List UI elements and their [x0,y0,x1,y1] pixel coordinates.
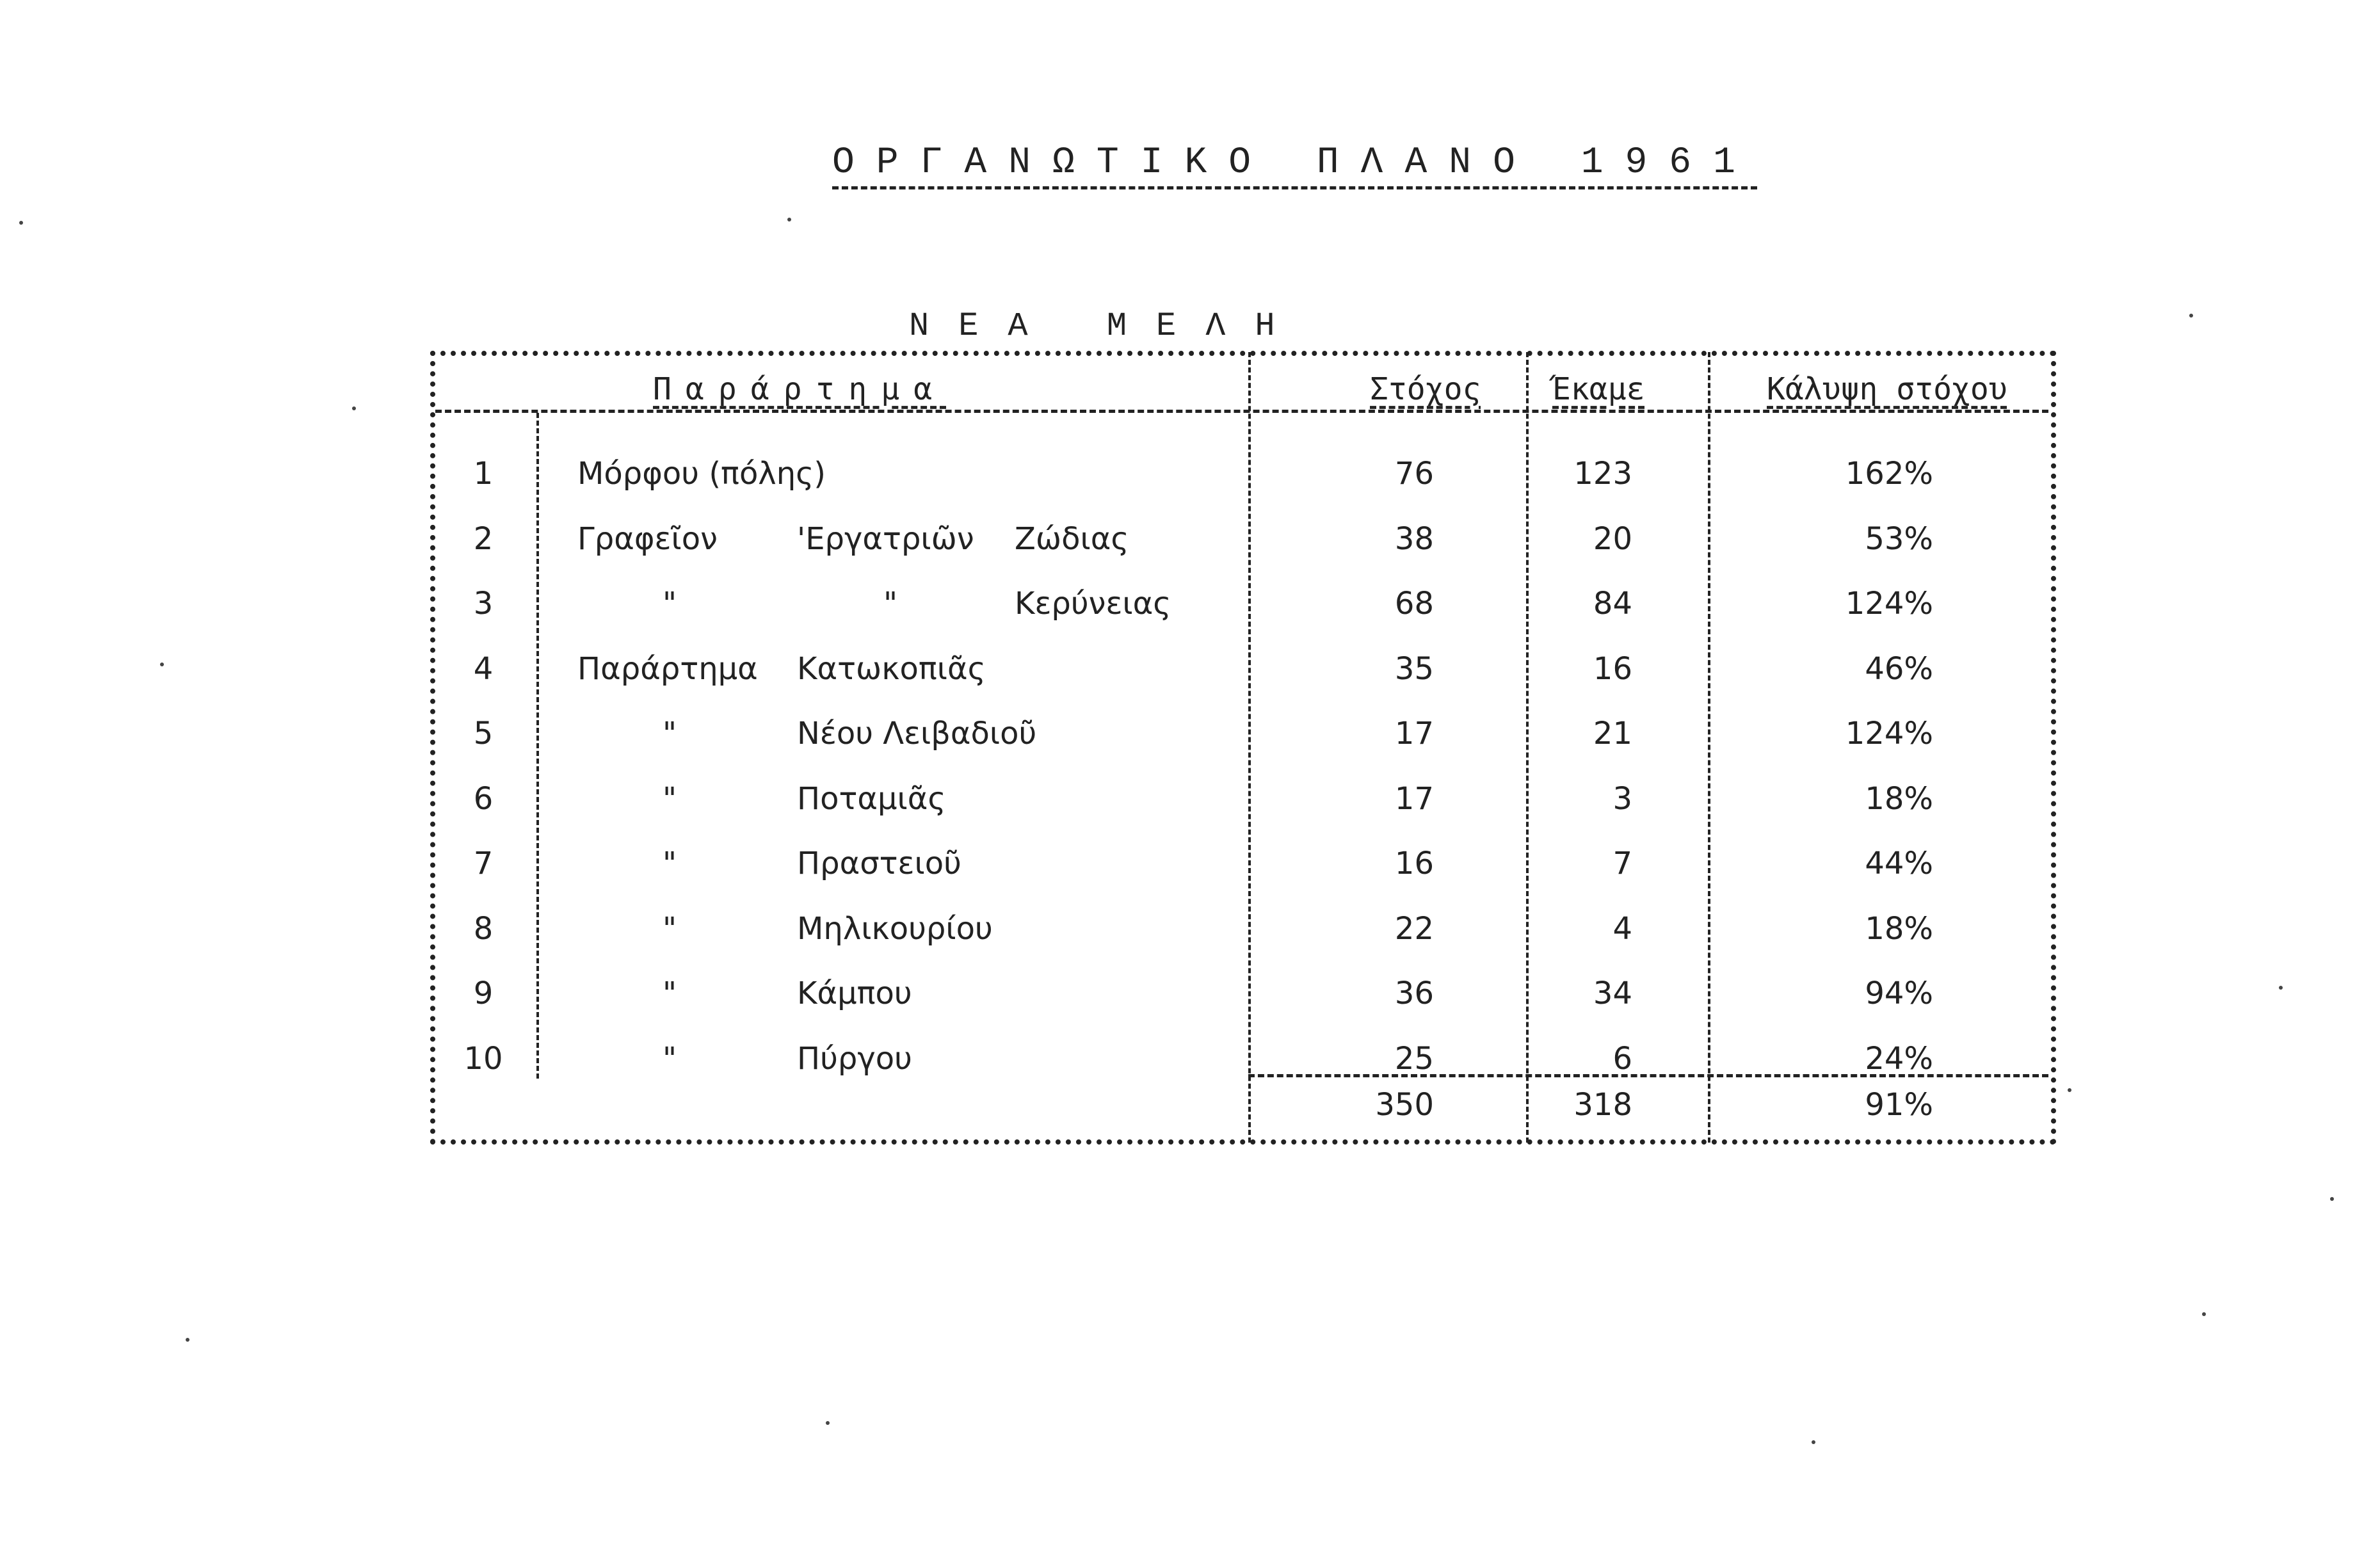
achieved-value: 123 [1573,456,1632,492]
branch-name-part-a: " [663,1040,677,1077]
target-value: 17 [1394,780,1434,817]
row-number: 4 [473,650,494,687]
scan-speck [186,1338,189,1342]
target-value: 36 [1394,976,1434,1011]
branch-name-part-b: " [883,586,898,622]
branch-name-part-b: Πραστειοῦ [797,846,961,881]
achieved-value: 7 [1612,846,1632,881]
header-achieved: Έκαμε [1552,371,1645,407]
achieved-value: 3 [1612,780,1632,817]
achieved-value: 16 [1593,650,1632,687]
row-number: 1 [473,456,494,492]
row-number: 5 [473,716,494,751]
header-rule [435,410,2048,413]
divider-target-column [1248,352,1251,1143]
achieved-value: 34 [1593,976,1632,1011]
branch-name-part-a: Γραφεῖον [577,520,718,557]
coverage-value: 162% [1845,456,1933,492]
branch-name-part-a: " [663,976,677,1011]
scan-speck [160,663,164,666]
scan-speck [2279,986,2283,990]
scan-speck [787,218,791,221]
coverage-value: 124% [1845,716,1933,751]
scan-speck [2189,314,2193,317]
scan-speck [826,1421,830,1425]
coverage-value: 53% [1865,520,1933,557]
branch-name-part-a: " [663,780,677,817]
coverage-value: 18% [1865,780,1933,817]
branch-name-part-c: Κερύνειας [1015,586,1171,622]
branch-name-part-b: Μηλικουρίου [797,910,993,947]
coverage-value: 18% [1865,910,1933,947]
achieved-value: 84 [1593,586,1632,622]
header-coverage: Κάλυψη στόχου [1767,371,2007,407]
branch-name-part-a: Παράρτημα [577,650,758,687]
table-title: ΝΕΑ ΜΕΛΗ [909,307,1305,345]
row-number: 9 [473,976,494,1011]
scan-speck [352,406,356,410]
document-title: ΟΡΓΑΝΩΤΙΚΟ ΠΛΑΝΟ 1961 [832,142,1757,189]
coverage-value: 46% [1865,650,1933,687]
scan-speck [2068,1088,2071,1092]
row-number: 3 [473,586,494,622]
branch-name-part-a: " [663,846,677,881]
target-value: 16 [1394,846,1434,881]
row-number: 2 [473,520,494,557]
branch-name-part-c: Ζώδιας [1015,520,1129,557]
achieved-value: 21 [1593,716,1632,751]
target-value: 17 [1394,716,1434,751]
row-number: 10 [463,1040,503,1077]
scan-speck [2330,1197,2334,1201]
coverage-value: 124% [1845,586,1933,622]
row-number: 8 [473,910,494,947]
divider-coverage-column [1708,352,1710,1143]
target-value: 68 [1394,586,1434,622]
divider-achieved-column [1526,352,1529,1143]
branch-name-part-a: " [663,716,677,751]
scan-speck [2202,1312,2206,1316]
target-value: 25 [1394,1040,1434,1077]
target-value: 35 [1394,650,1434,687]
coverage-value: 94% [1865,976,1933,1011]
branch-name-part-b: Ποταμιᾶς [797,780,946,817]
total-achieved: 318 [1573,1087,1632,1123]
branch-name-part-b: Κάμπου [797,976,912,1011]
achieved-value: 6 [1612,1040,1632,1077]
scan-speck [1812,1440,1815,1444]
total-coverage: 91% [1865,1087,1933,1123]
branch-name-part-b: Νέου Λειβαδιοῦ [797,716,1037,751]
header-branch: Παράρτημα [653,371,947,407]
coverage-value: 24% [1865,1040,1933,1077]
row-number: 7 [473,846,494,881]
scan-speck [19,221,23,225]
total-target: 350 [1375,1087,1434,1123]
header-target: Στόχος [1370,371,1481,407]
row-number: 6 [473,780,494,817]
branch-name-part-a: " [663,586,677,622]
divider-number-column [536,413,539,1079]
target-value: 22 [1394,910,1434,947]
achieved-value: 4 [1612,910,1632,947]
branch-name-part-a: " [663,910,677,947]
branch-name-part-a: Μόρφου (πόλης) [577,456,826,492]
coverage-value: 44% [1865,846,1933,881]
branch-name-part-b: Κατωκοπιᾶς [797,650,986,687]
achieved-value: 20 [1593,520,1632,557]
target-value: 76 [1394,456,1434,492]
branch-name-part-b: 'Εργατριῶν [797,520,974,557]
target-value: 38 [1394,520,1434,557]
branch-name-part-b: Πύργου [797,1040,912,1077]
